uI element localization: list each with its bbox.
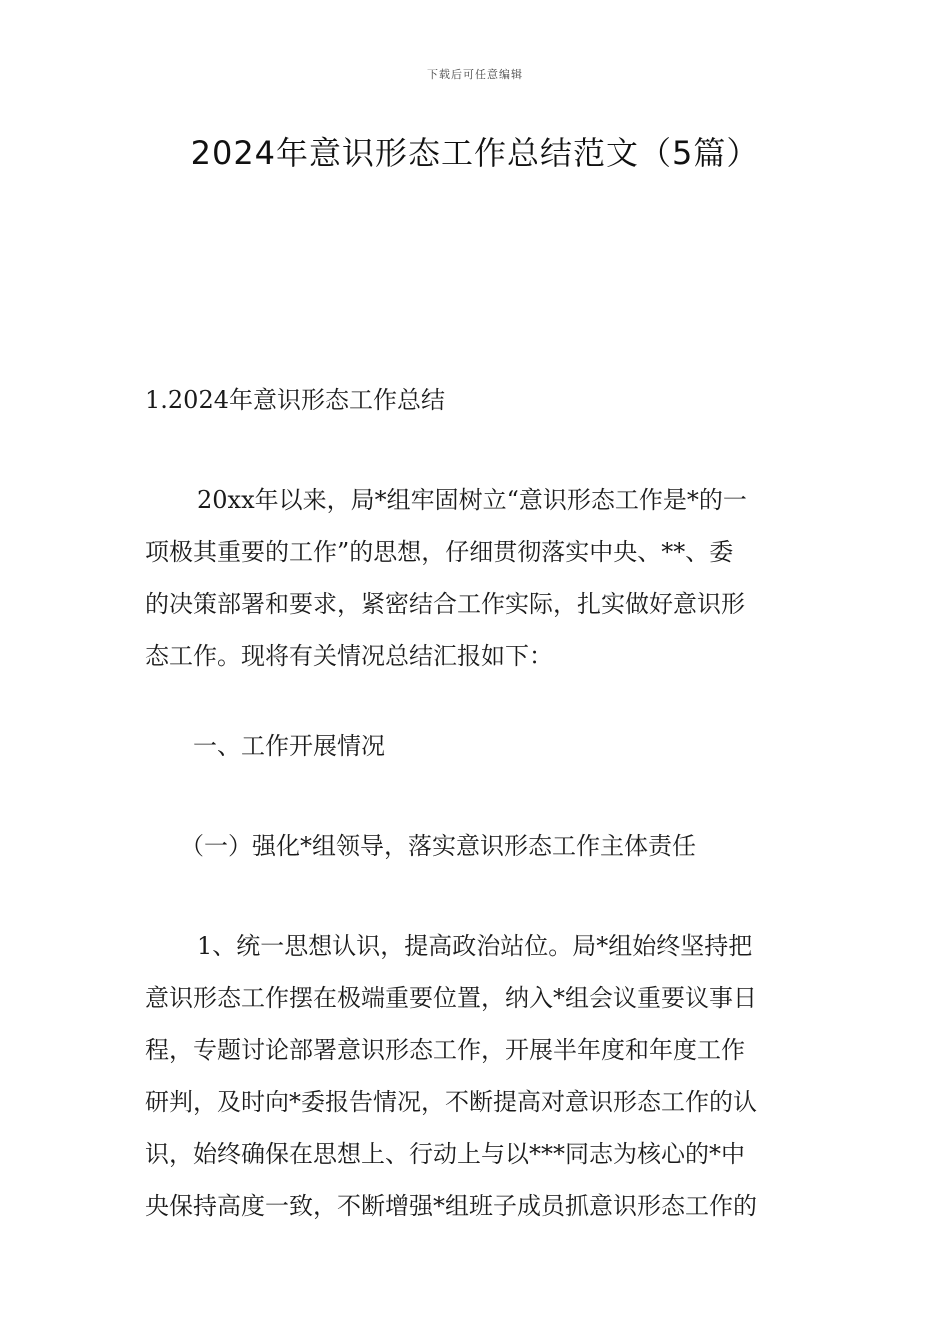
heading-level-1: 一、工作开展情况 — [193, 732, 385, 760]
section-title: 1.2024年意识形态工作总结 — [145, 386, 445, 414]
document-title: 2024年意识形态工作总结范文（5篇） — [190, 134, 760, 172]
paragraph-line: 意识形态工作摆在极端重要位置，纳入*组会议重要议事日 — [145, 984, 757, 1012]
paragraph-line: 央保持高度一致，不断增强*组班子成员抓意识形态工作的 — [145, 1192, 757, 1220]
paragraph-line: 1、统一思想认识，提高政治站位。局*组始终坚持把 — [197, 932, 753, 960]
paragraph-line: 的决策部署和要求，紧密结合工作实际，扎实做好意识形 — [145, 590, 745, 618]
paragraph-line: 20xx年以来，局*组牢固树立“意识形态工作是*的一 — [197, 486, 747, 514]
paragraph-line: 程，专题讨论部署意识形态工作，开展半年度和年度工作 — [145, 1036, 745, 1064]
paragraph-line: 研判，及时向*委报告情况，不断提高对意识形态工作的认 — [145, 1088, 757, 1116]
item-paragraph — [145, 920, 810, 1232]
paragraph-line: 识，始终确保在思想上、行动上与以***同志为核心的*中 — [145, 1140, 745, 1168]
intro-paragraph — [145, 474, 810, 682]
paragraph-line: 项极其重要的工作”的思想，仔细贯彻落实中央、**、委 — [145, 538, 734, 566]
paragraph-line: 态工作。现将有关情况总结汇报如下： — [145, 642, 553, 670]
heading-level-2: （一）强化*组领导，落实意识形态工作主体责任 — [180, 832, 696, 860]
header-note: 下载后可任意编辑 — [427, 68, 523, 81]
